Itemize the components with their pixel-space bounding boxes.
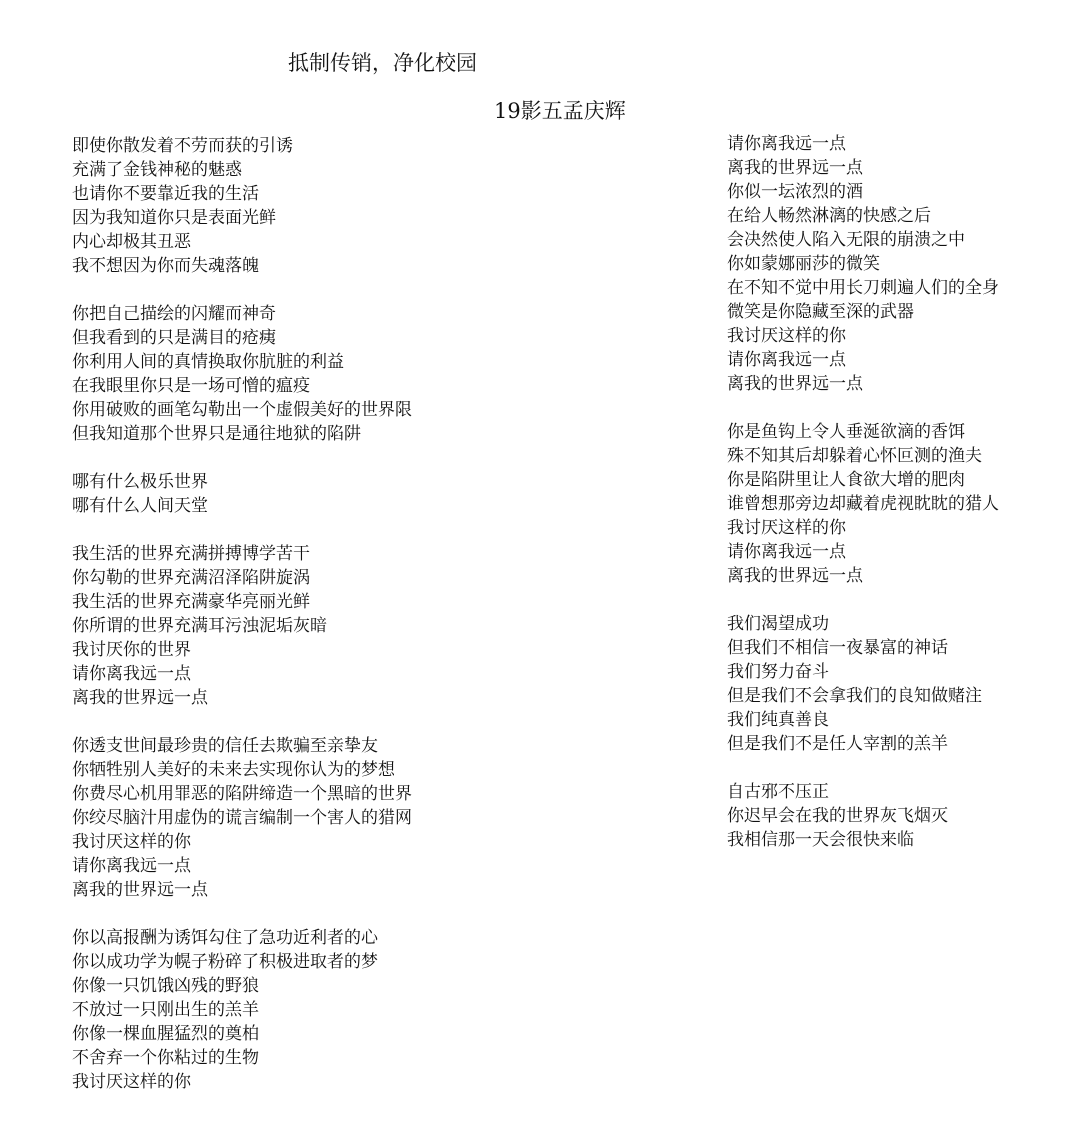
poem-line: 请你离我远一点 <box>72 856 191 876</box>
poem-line: 我不想因为你而失魂落魄 <box>72 256 259 276</box>
poem-line: 会决然使人陷入无限的崩溃之中 <box>727 230 965 250</box>
poem-line: 请你离我远一点 <box>727 134 846 154</box>
poem-line: 你用破败的画笔勾勒出一个虚假美好的世界限 <box>72 400 412 420</box>
poem-line: 在我眼里你只是一场可憎的瘟疫 <box>72 376 310 396</box>
stanza <box>72 542 672 710</box>
stanza <box>72 734 672 902</box>
poem-line: 充满了金钱神秘的魅惑 <box>72 160 242 180</box>
poem-line: 我相信那一天会很快来临 <box>727 830 914 850</box>
poem-line: 也请你不要靠近我的生活 <box>72 184 259 204</box>
poem-line: 微笑是你隐藏至深的武器 <box>727 302 914 322</box>
poem-line: 内心却极其丑恶 <box>72 232 191 252</box>
poem-line: 你如蒙娜丽莎的微笑 <box>727 254 880 274</box>
stanza <box>727 612 1067 756</box>
poem-line: 我讨厌你的世界 <box>72 640 191 660</box>
poem-line: 我讨厌这样的你 <box>72 1072 191 1092</box>
poem-line: 但我知道那个世界只是通往地狱的陷阱 <box>72 424 361 444</box>
poem-line: 你所谓的世界充满耳污浊泥垢灰暗 <box>72 616 327 636</box>
poem-line: 在给人畅然淋漓的快感之后 <box>727 206 931 226</box>
poem-line: 谁曾想那旁边却藏着虎视眈眈的猎人 <box>727 494 999 514</box>
poem-line: 你像一只饥饿凶残的野狼 <box>72 976 259 996</box>
poem-line: 不放过一只刚出生的羔羊 <box>72 1000 259 1020</box>
stanza <box>727 132 1067 396</box>
stanza <box>72 134 672 278</box>
poem-line: 我们努力奋斗 <box>727 662 829 682</box>
stanza <box>72 926 672 1094</box>
poem-line: 即使你散发着不劳而获的引诱 <box>72 136 293 156</box>
poem-line: 你以成功学为幌子粉碎了积极进取者的梦 <box>72 952 378 972</box>
poem-line: 你以高报酬为诱饵勾住了急功近利者的心 <box>72 928 378 948</box>
poem-line: 你费尽心机用罪恶的陷阱缔造一个黑暗的世界 <box>72 784 412 804</box>
poem-line: 你是陷阱里让人食欲大增的肥肉 <box>727 470 965 490</box>
poem-line: 你牺牲别人美好的未来去实现你认为的梦想 <box>72 760 395 780</box>
poem-line: 我讨厌这样的你 <box>72 832 191 852</box>
poem-line: 离我的世界远一点 <box>727 374 863 394</box>
poem-line: 但我看到的只是满目的疮痍 <box>72 328 276 348</box>
poem-line: 不舍弃一个你粘过的生物 <box>72 1048 259 1068</box>
poem-line: 我们纯真善良 <box>727 710 829 730</box>
poem-line: 离我的世界远一点 <box>727 158 863 178</box>
poem-line: 自古邪不压正 <box>727 782 829 802</box>
poem-line: 我讨厌这样的你 <box>727 326 846 346</box>
poem-line: 离我的世界远一点 <box>727 566 863 586</box>
poem-line: 哪有什么人间天堂 <box>72 496 208 516</box>
poem-line: 我生活的世界充满拼搏博学苦干 <box>72 544 310 564</box>
poem-line: 你把自己描绘的闪耀而神奇 <box>72 304 276 324</box>
poem-line: 你绞尽脑汁用虚伪的谎言编制一个害人的猎网 <box>72 808 412 828</box>
poem-line: 请你离我远一点 <box>727 542 846 562</box>
poem-line: 但我们不相信一夜暴富的神话 <box>727 638 948 658</box>
poem-line: 离我的世界远一点 <box>72 880 208 900</box>
stanza <box>72 470 672 518</box>
poem-line: 但是我们不是任人宰割的羔羊 <box>727 734 948 754</box>
stanza <box>727 780 1067 852</box>
stanza <box>727 420 1067 588</box>
poem-line: 我生活的世界充满豪华亮丽光鲜 <box>72 592 310 612</box>
poem-line: 我们渴望成功 <box>727 614 829 634</box>
poem-line: 你像一棵血腥猛烈的奠柏 <box>72 1024 259 1044</box>
poem-line: 但是我们不会拿我们的良知做赌注 <box>727 686 982 706</box>
author-line: 19影五孟庆辉 <box>494 99 626 123</box>
poem-line: 殊不知其后却躲着心怀叵测的渔夫 <box>727 446 982 466</box>
left-column <box>72 134 672 1094</box>
poem-line: 你似一坛浓烈的酒 <box>727 182 863 202</box>
poem-line: 你勾勒的世界充满沼泽陷阱旋涡 <box>72 568 310 588</box>
poem-line: 哪有什么极乐世界 <box>72 472 208 492</box>
poem-line: 因为我知道你只是表面光鲜 <box>72 208 276 228</box>
poem-line: 你利用人间的真情换取你肮脏的利益 <box>72 352 344 372</box>
poem-line: 请你离我远一点 <box>727 350 846 370</box>
right-column <box>727 132 1067 852</box>
poem-line: 你迟早会在我的世界灰飞烟灭 <box>727 806 948 826</box>
poem-line: 你透支世间最珍贵的信任去欺骗至亲挚友 <box>72 736 378 756</box>
poem-line: 你是鱼钩上令人垂涎欲滴的香饵 <box>727 422 965 442</box>
poem-line: 请你离我远一点 <box>72 664 191 684</box>
poem-title: 抵制传销，净化校园 <box>288 51 477 75</box>
poem-line: 在不知不觉中用长刀刺遍人们的全身 <box>727 278 999 298</box>
stanza <box>72 302 672 446</box>
poem-line: 离我的世界远一点 <box>72 688 208 708</box>
poem-line: 我讨厌这样的你 <box>727 518 846 538</box>
